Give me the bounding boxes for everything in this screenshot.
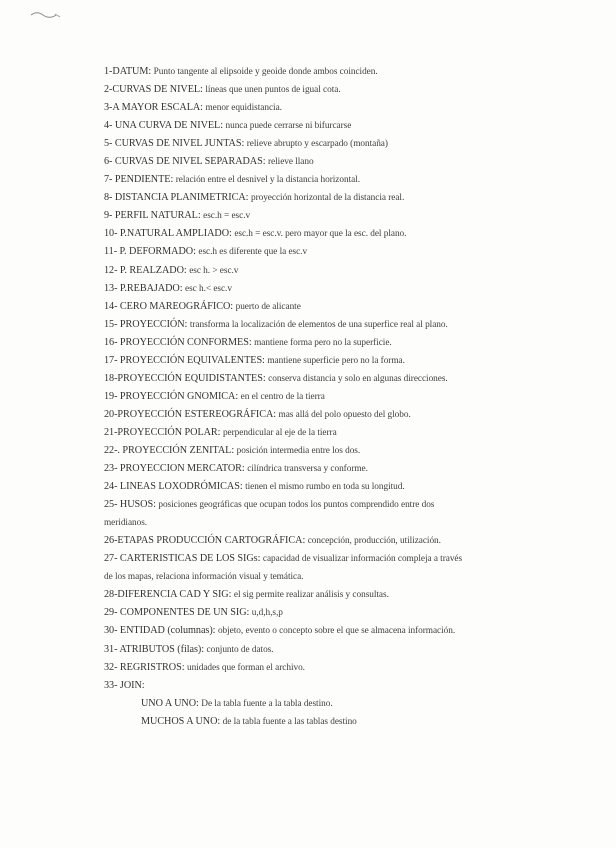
item-definition: mantiene superficie pero no la forma. — [267, 355, 405, 366]
item-term: UNO A UNO: — [141, 697, 202, 709]
list-item — [104, 406, 600, 424]
list-item — [104, 280, 600, 298]
item-term: 22-. PROYECCIÓN ZENITAL: — [104, 444, 237, 456]
list-item — [104, 496, 600, 514]
item-definition: concepción, producción, utilización. — [307, 536, 441, 547]
item-term: 10- P.NATURAL AMPLIADO: — [104, 228, 235, 240]
document-body — [104, 63, 600, 731]
item-term: 15- PROYECCIÓN: — [104, 318, 190, 330]
item-term: 33- JOIN: — [104, 679, 145, 691]
item-definition: objeto, evento o concepto sobre el que se almacena información. — [217, 626, 456, 637]
list-item — [104, 262, 600, 280]
item-term: 2-CURVAS DE NIVEL: — [104, 84, 206, 96]
list-item — [104, 550, 600, 568]
item-definition: relieve abrupto y escarpado (montaña) — [246, 139, 388, 150]
list-item — [104, 659, 600, 677]
list-item-continuation — [104, 514, 600, 532]
item-term: 13- P.REBAJADO: — [104, 282, 185, 294]
item-definition: posición intermedia entre los dos. — [236, 445, 361, 456]
item-term: 29- COMPONENTES DE UN SIG: — [104, 607, 252, 619]
item-term: 26-ETAPAS PRODUCCIÓN CARTOGRÁFICA: — [104, 535, 308, 547]
item-definition: proyección horizontal de la distancia real. — [250, 193, 405, 204]
list-item — [104, 370, 600, 388]
item-definition: conserva distancia y solo en algunas direcciones. — [268, 373, 448, 384]
item-definition: cilíndrica transversa y conforme. — [247, 464, 368, 475]
item-term: 32- REGRISTROS: — [104, 661, 187, 673]
item-definition: esc.h es diferente que la esc.v — [198, 247, 308, 258]
item-term: 3-A MAYOR ESCALA: — [104, 102, 206, 114]
list-item — [104, 81, 600, 99]
item-term: 14- CERO MAREOGRÁFICO: — [104, 300, 236, 312]
item-term: 5- CURVAS DE NIVEL JUNTAS: — [104, 138, 247, 150]
list-item — [104, 641, 600, 659]
list-item — [104, 388, 600, 406]
item-definition: esc h.< esc.v — [185, 283, 232, 294]
list-item — [104, 478, 600, 496]
item-definition: tienen el mismo rumbo en toda su longitud. — [245, 482, 405, 493]
list-item — [104, 153, 600, 171]
item-definition: esc h. > esc.v — [189, 265, 239, 276]
list-item — [104, 460, 600, 478]
list-item — [104, 604, 600, 622]
item-term: 7- PENDIENTE: — [104, 174, 176, 186]
join-subitem — [104, 713, 600, 731]
item-definition: nunca puede cerrarse ni bifurcarse — [225, 121, 352, 132]
item-definition: conjunto de datos. — [206, 644, 274, 655]
item-term: 1-DATUM: — [104, 66, 154, 77]
item-term: 20-PROYECCIÓN ESTEREOGRÁFICA: — [104, 408, 279, 420]
item-definition: u,d,h,s,p — [251, 608, 283, 619]
item-term: 28-DIFERENCIA CAD Y SIG: — [104, 589, 234, 601]
item-definition: mantiene forma pero no la superficie. — [254, 337, 392, 348]
item-definition: posiciones geográficas que ocupan todos los puntos comprendido entre dos — [158, 500, 435, 511]
item-definition: de los mapas, relaciona información visual y temática. — [104, 572, 304, 583]
item-definition: el sig permite realizar análisis y consultas. — [233, 590, 389, 601]
list-item — [104, 442, 600, 460]
item-term: MUCHOS A UNO: — [141, 715, 223, 727]
join-subitem — [104, 695, 600, 713]
list-item — [104, 316, 600, 334]
item-definition: en el centro de la tierra — [240, 391, 325, 402]
item-definition: meridianos. — [104, 518, 148, 529]
list-item — [104, 135, 600, 153]
item-term: 23- PROYECCION MERCATOR: — [104, 463, 248, 475]
item-definition: transforma la localización de elementos de una superfice real al plano. — [189, 319, 448, 330]
list-item — [104, 532, 600, 550]
item-definition: perpendicular al eje de la tierra — [222, 427, 337, 438]
list-item — [104, 334, 600, 352]
item-term: 25- HUSOS: — [104, 499, 159, 511]
item-term: 18-PROYECCIÓN EQUIDISTANTES: — [104, 372, 269, 384]
item-definition: relieve llano — [268, 157, 314, 168]
item-definition: esc.h = esc.v — [203, 211, 251, 222]
item-term: 30- ENTIDAD (columnas): — [104, 625, 218, 637]
item-definition: relación entre el desnivel y la distancia horizontal. — [175, 175, 360, 186]
list-item — [104, 622, 600, 640]
list-item — [104, 207, 600, 225]
list-item-continuation — [104, 568, 600, 586]
item-definition: líneas que unen puntos de igual cota. — [205, 85, 341, 96]
list-item — [104, 63, 600, 81]
item-definition: mas allá del polo opuesto del globo. — [278, 409, 411, 420]
item-term: 17- PROYECCIÓN EQUIVALENTES: — [104, 354, 268, 366]
list-item — [104, 117, 600, 135]
list-item — [104, 586, 600, 604]
item-term: 31- ATRIBUTOS (filas): — [104, 643, 207, 655]
item-term: 9- PERFIL NATURAL: — [104, 210, 204, 222]
item-definition: capacidad de visualizar información compleja a través — [262, 554, 463, 565]
item-definition: De la tabla fuente a la tabla destino. — [201, 698, 333, 709]
list-item — [104, 171, 600, 189]
item-definition: Punto tangente al elipsoide y geoide donde ambos coinciden. — [153, 67, 378, 77]
item-term: 11- P. DEFORMADO: — [104, 246, 199, 258]
item-term: 6- CURVAS DE NIVEL SEPARADAS: — [104, 156, 269, 168]
item-term: 4- UNA CURVA DE NIVEL: — [104, 120, 226, 132]
list-item — [104, 424, 600, 442]
item-definition: menor equidistancia. — [205, 103, 282, 114]
item-term: 21-PROYECCIÓN POLAR: — [104, 426, 223, 438]
item-term: 19- PROYECCIÓN GNOMICA: — [104, 390, 241, 402]
item-term: 24- LINEAS LOXODRÓMICAS: — [104, 481, 246, 493]
list-item — [104, 243, 600, 261]
item-definition: de la tabla fuente a las tablas destino — [222, 716, 357, 727]
item-definition: esc.h = esc.v. pero mayor que la esc. del plano. — [234, 229, 407, 240]
list-item — [104, 298, 600, 316]
item-term: 16- PROYECCIÓN CONFORMES: — [104, 336, 255, 348]
pen-scribble-mark — [30, 8, 64, 22]
list-item — [104, 99, 600, 117]
item-term: 12- P. REALZADO: — [104, 264, 190, 276]
list-item — [104, 225, 600, 243]
item-definition: unidades que forman el archivo. — [186, 662, 305, 673]
list-item — [104, 677, 600, 695]
item-term: 8- DISTANCIA PLANIMETRICA: — [104, 192, 251, 204]
list-item — [104, 352, 600, 370]
item-term: 27- CARTERISTICAS DE LOS SIGs: — [104, 553, 263, 565]
item-definition: puerto de alicante — [235, 301, 301, 312]
list-item — [104, 189, 600, 207]
